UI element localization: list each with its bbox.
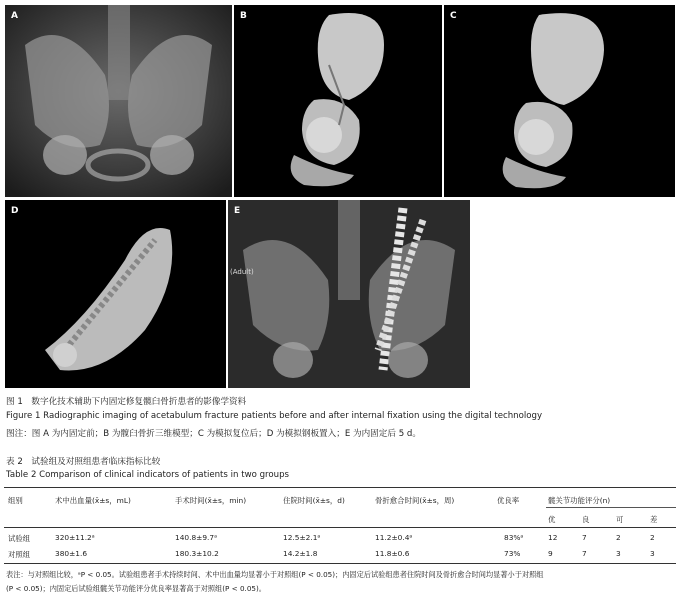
header-group: 组别 bbox=[8, 496, 23, 505]
row2-excellent-rate: 73% bbox=[504, 549, 521, 558]
header-operation-time: 手术时间(x̄±s，min) bbox=[175, 496, 247, 505]
acetabulum-3d-model-image bbox=[234, 5, 442, 197]
row2-hip-excellent: 9 bbox=[548, 549, 553, 558]
table-top-rule bbox=[4, 487, 676, 488]
header-healing-time: 骨折愈合时间(x̄±s，周) bbox=[375, 496, 455, 505]
row1-hip-good: 7 bbox=[582, 533, 587, 542]
row1-hip-poor: 2 bbox=[650, 533, 655, 542]
panel-label-b: B bbox=[240, 11, 247, 21]
row2-healing-time: 11.8±0.6 bbox=[375, 549, 410, 558]
row1-hospital-stay: 12.5±2.1ᵃ bbox=[283, 533, 321, 542]
panel-c-reduction bbox=[444, 5, 675, 197]
row2-hip-good: 7 bbox=[582, 549, 587, 558]
table-header-rule bbox=[4, 527, 676, 528]
subheader-good: 良 bbox=[582, 515, 590, 524]
row1-excellent-rate: 83%ᵃ bbox=[504, 533, 524, 542]
panel-d-plate bbox=[5, 200, 226, 388]
header-hip-score: 髋关节功能评分(n) bbox=[548, 496, 611, 505]
panel-e-annotation: (Adult) bbox=[230, 268, 254, 276]
figure-note: 图注：图 A 为内固定前；B 为髋臼骨折三维模型；C 为模拟复位后；D 为模拟钢板置入；E 为内固定后 5 d。 bbox=[6, 429, 421, 439]
table-title-zh: 表 2 试验组及对照组患者临床指标比较 bbox=[6, 457, 161, 467]
panel-e-postop bbox=[228, 200, 470, 388]
row2-hip-poor: 3 bbox=[650, 549, 655, 558]
panel-label-e: E bbox=[234, 206, 241, 216]
row2-group: 对照组 bbox=[8, 550, 31, 559]
hip-score-sub-rule bbox=[546, 507, 676, 508]
panel-label-d: D bbox=[11, 206, 19, 216]
subheader-excellent: 优 bbox=[548, 515, 556, 524]
panel-label-c: C bbox=[450, 11, 457, 21]
row1-healing-time: 11.2±0.4ᵃ bbox=[375, 533, 413, 542]
figure-caption-zh: 图 1 数字化技术辅助下内固定修复髋臼骨折患者的影像学资料 bbox=[6, 397, 247, 407]
header-hospital-stay: 住院时间(x̄±s，d) bbox=[283, 496, 345, 505]
subheader-fair: 可 bbox=[616, 515, 624, 524]
header-blood-loss: 术中出血量(x̄±s，mL) bbox=[55, 496, 131, 505]
row1-hip-excellent: 12 bbox=[548, 533, 558, 542]
table-title-en: Table 2 Comparison of clinical indicators of patients in two groups bbox=[6, 470, 290, 480]
panel-label-a: A bbox=[11, 11, 18, 21]
row2-blood-loss: 380±1.6 bbox=[55, 549, 88, 558]
header-excellent-rate: 优良率 bbox=[497, 496, 520, 505]
row1-operation-time: 140.8±9.7ᵃ bbox=[175, 533, 217, 542]
figure-caption-en: Figure 1 Radiographic imaging of acetabulum fracture patients before and after internal fixation using the digital technology bbox=[6, 411, 543, 421]
pelvis-xray-image bbox=[5, 5, 232, 197]
row1-blood-loss: 320±11.2ᵃ bbox=[55, 533, 95, 542]
row2-operation-time: 180.3±10.2 bbox=[175, 549, 219, 558]
row2-hip-fair: 3 bbox=[616, 549, 621, 558]
row1-group: 试验组 bbox=[8, 534, 31, 543]
table-note-line2: (P < 0.05)；内固定后试验组髋关节功能评分优良率显著高于对照组(P < 0.05)。 bbox=[6, 584, 266, 593]
subheader-poor: 差 bbox=[650, 515, 658, 524]
panel-a-xray bbox=[5, 5, 232, 197]
table-note-line1: 表注：与对照组比较，ᵃP < 0.05。试验组患者手术持续时间、术中出血量均显著小于对照组(P < 0.05)；内固定后试验组患者住院时间及骨折愈合时间均显著小于对照组 bbox=[6, 570, 544, 579]
simulated-plate-image bbox=[5, 200, 226, 388]
row1-hip-fair: 2 bbox=[616, 533, 621, 542]
row2-hospital-stay: 14.2±1.8 bbox=[283, 549, 318, 558]
table-bottom-rule bbox=[4, 563, 676, 564]
simulated-reduction-image bbox=[444, 5, 675, 197]
panel-b-3d-model bbox=[234, 5, 442, 197]
postop-xray-image bbox=[228, 200, 470, 388]
